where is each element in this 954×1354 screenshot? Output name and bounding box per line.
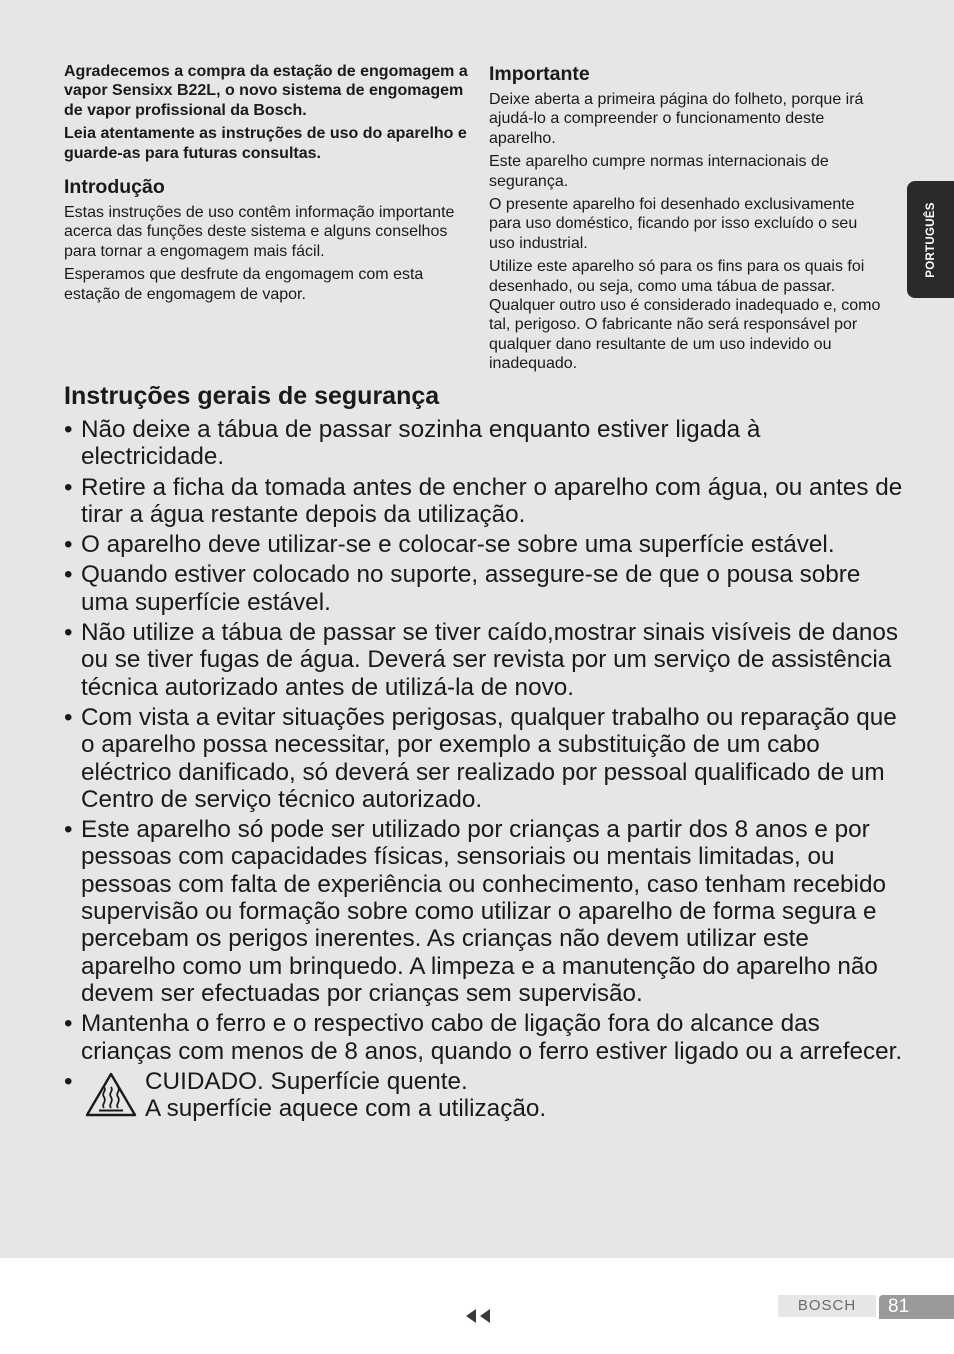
caution-item [64, 1068, 904, 1123]
page-number: 81 [879, 1295, 954, 1319]
important-paragraph: Deixe aberta a primeira página do folheto, porque irá ajudá-lo a compreender o funcionamento deste aparelho. [489, 91, 864, 147]
right-column [489, 62, 884, 378]
safety-item: • Este aparelho só pode ser utilizado por crianças a partir dos 8 anos e por pessoas com capacidades físicas, sensoriais ou mentais limitadas, ou pessoas com falta de experiência ou conhecimento, caso tenham recebido supervisão ou formação sobre como utilizar o aparelho de forma segura e percebam os perigos inerentes. As crianças não devem utilizar este aparelho como um brinquedo. A limpeza e a manutenção do aparelho não devem ser efectuadas por crianças sem supervisão. [64, 816, 904, 1007]
important-paragraph: Utilize este aparelho só para os fins para os quais foi desenhado, ou seja, como uma tábua de passar. Qualquer outro uso é considerado inadequado e, como tal, perigoso. O fabricante não será responsável por qualquer dano resultante de um uso indevido ou inadequado. [489, 258, 881, 373]
safety-item: • Com vista a evitar situações perigosas, qualquer trabalho ou reparação que o aparelho possa necessitar, por exemplo a substituição de um cabo eléctrico danificado, só deverá ser realizado por pessoal qualificado de um Centro de serviço técnico autorizado. [64, 704, 904, 813]
brand-label: BOSCH [778, 1295, 876, 1317]
double-left-arrow-icon[interactable] [464, 1308, 492, 1324]
introduction-heading: Introdução [64, 176, 165, 199]
safety-item: • Não utilize a tábua de passar se tiver caído,mostrar sinais visíveis de danos ou se tiver fugas de água. Deverá ser revista por um serviço de assistência técnica autorizado antes de utilizá-la de novo. [64, 619, 904, 701]
introduction-paragraph: Esperamos que desfrute da engomagem com esta estação de engomagem de vapor. [64, 266, 424, 303]
safety-item: • Mantenha o ferro e o respectivo cabo de ligação fora do alcance das crianças com menos de 8 anos, quando o ferro estiver ligado ou a arrefecer. [64, 1010, 904, 1065]
safety-heading: Instruções gerais de segurança [64, 382, 440, 410]
safety-item: • O aparelho deve utilizar-se e colocar-se sobre uma superfície estável. [64, 531, 904, 558]
language-tab[interactable] [907, 181, 954, 298]
safety-item: • Quando estiver colocado no suporte, assegure-se de que o pousa sobre uma superfície estável. [64, 561, 904, 616]
read-instructions-text: Leia atentamente as instruções de uso do aparelho e guarde-as para futuras consultas. [64, 125, 467, 162]
safety-item: • Não deixe a tábua de passar sozinha enquanto estiver ligada à electricidade. [64, 416, 904, 471]
safety-item: • Retire a ficha da tomada antes de encher o aparelho com água, ou antes de tirar a água restante depois da utilização. [64, 474, 904, 529]
safety-section [64, 380, 904, 1125]
left-column [64, 62, 469, 308]
important-paragraph: Este aparelho cumpre normas internacionais de segurança. [489, 153, 829, 190]
safety-list [64, 416, 904, 1122]
hot-surface-warning-icon [85, 1072, 137, 1118]
language-tab-label: PORTUGUÊS [924, 201, 937, 278]
thank-you-text: Agradecemos a compra da estação de engomagem a vapor Sensixx B22L, o novo sistema de engomagem de vapor profissional da Bosch. [64, 63, 468, 119]
caution-text [145, 1068, 546, 1123]
caution-line: A superfície aquece com a utilização. [145, 1095, 547, 1123]
introduction-paragraph: Estas instruções de uso contêm informação importante acerca das funções deste sistema e alguns conselhos para tornar a engomagem mais fácil. [64, 204, 455, 260]
caution-line: • CUIDADO. Superfície quente. [145, 1067, 468, 1095]
important-heading: Importante [489, 63, 590, 85]
important-paragraph: O presente aparelho foi desenhado exclusivamente para uso doméstico, ficando por isso excluído o seu uso industrial. [489, 196, 858, 252]
